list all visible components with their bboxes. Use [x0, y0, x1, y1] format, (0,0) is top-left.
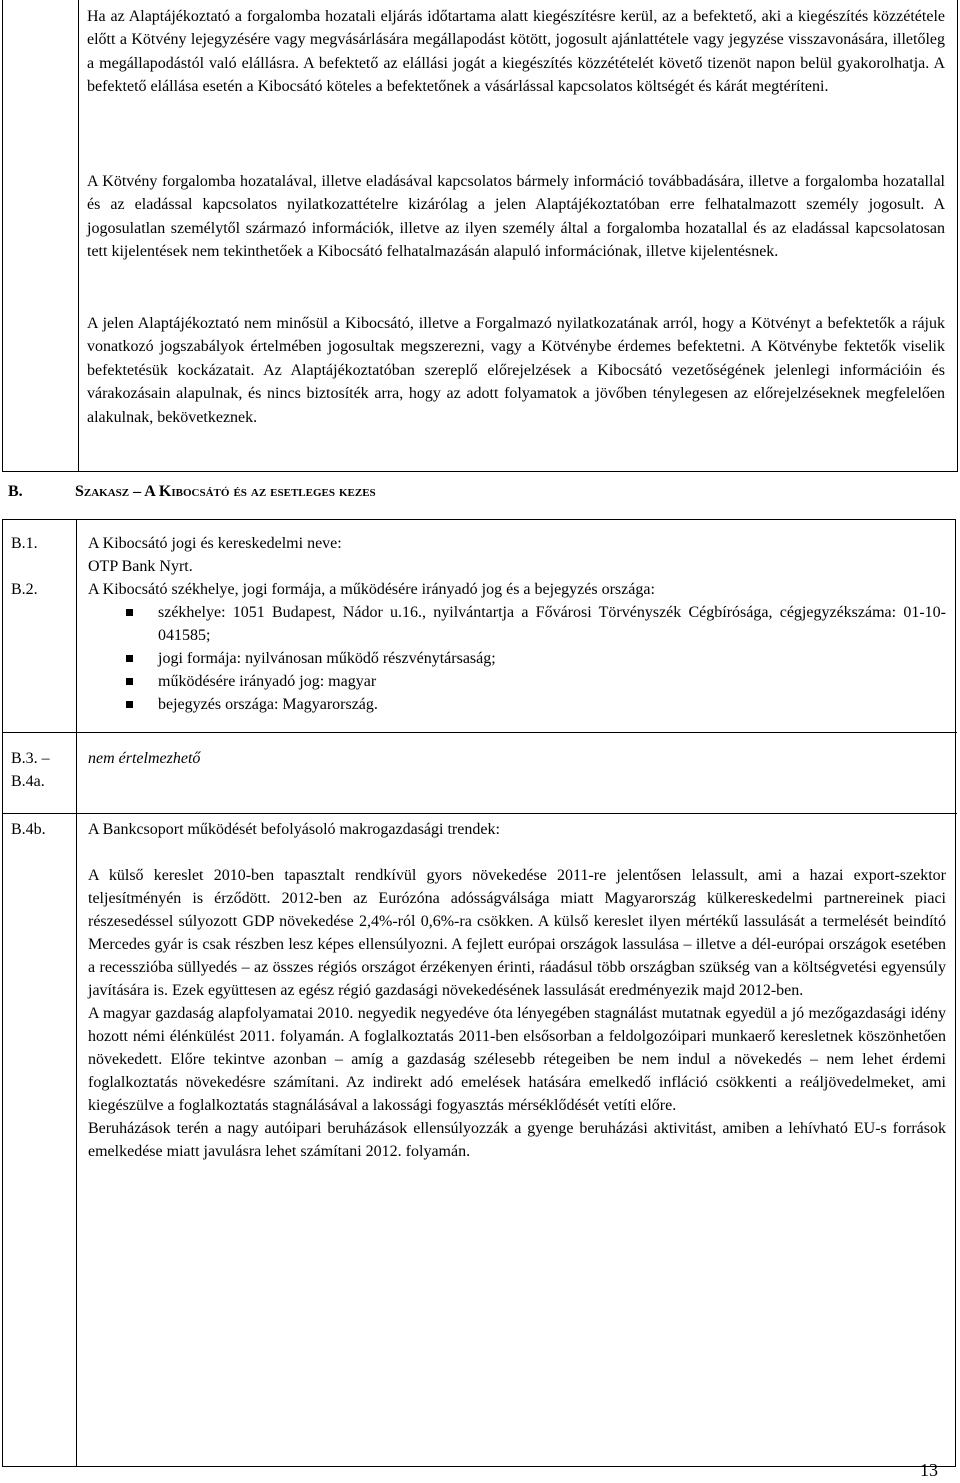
b1-value: OTP Bank Nyrt.	[88, 558, 193, 575]
row-divider	[3, 813, 957, 814]
list-item: bejegyzés országa: Magyarország.	[88, 693, 946, 716]
column-divider	[76, 520, 77, 1466]
section-table	[2, 519, 956, 1467]
row-label-b1: B.1.	[11, 535, 38, 552]
section-title: Szakasz – A Kibocsátó és az esetleges kezes	[75, 483, 376, 500]
list-item: jogi formája: nyilvánosan működő részvénytársaság;	[88, 647, 946, 670]
b3-label-line1: B.3. –	[11, 750, 50, 767]
row-b1	[88, 532, 946, 578]
page-number: 13	[920, 1460, 938, 1480]
intro-paragraph-3: A jelen Alaptájékoztató nem minősül a Kibocsátó, illetve a Forgalmazó nyilatkozatának arról, hogy a Kötvényt a befektetők a rájuk vonatkozó jogszabályok értelmében jogosultak megszerezni, vagy a Kötvénybe érdemes befektetni. A Kötvénybe fektetők viselik befektetésük kockázatait. Az Alaptájékoztatóban szereplő előrejelzések a Kibocsátó vezetőségének jelenlegi információin és várakozásain alapulnak, és nincs biztosíték arra, hogy az adott folyamatok a jövőben ténylegesen az előrejelzéseknek megfelelően alakulnak, bekövetkeznek.	[87, 315, 945, 426]
section-label: B.	[8, 483, 23, 500]
b1-heading: A Kibocsátó jogi és kereskedelmi neve:	[88, 535, 342, 552]
row-b2	[88, 578, 946, 716]
b2-list	[88, 601, 946, 716]
row-label-b4b: B.4b.	[11, 821, 46, 838]
b4b-heading: A Bankcsoport működését befolyásoló makrogazdasági trendek:	[88, 821, 500, 838]
b4b-paragraph-3: Beruházások terén a nagy autóipari beruházások ellensúlyozzák a gyenge beruházási aktivitást, amiben a lehívható EU-s források emelkedése miatt javulásra lehet számítani 2012. folyamán.	[88, 1120, 946, 1160]
intro-paragraph-1: Ha az Alaptájékoztató a forgalomba hozatali eljárás időtartama alatt kiegészítésre kerül, az a befektető, aki a kiegészítés közzététele előtt a Kötvény lejegyzésére vagy megvásárlására megállapodást kötött, jogosult ajánlattétele vagy jegyzése visszavonására, illetőleg a megállapodástól való elállásra. A befektető az elállási jogát a kiegészítés közzétételét követő tizenöt napon belül gyakorolhatja. A befektető elállása esetén a Kibocsátó köteles a befektetőnek a vásárlással kapcsolatos költségét és kárát megtéríteni.	[87, 8, 945, 96]
list-item: székhelye: 1051 Budapest, Nádor u.16., nyilvántartja a Fővárosi Törvényszék Cégbírósága, cégjegyzékszáma: 01-10-041585;	[88, 601, 946, 647]
list-item: működésére irányadó jog: magyar	[88, 670, 946, 693]
section-heading	[8, 483, 376, 501]
row-label-b3	[11, 747, 50, 793]
b2-heading: A Kibocsátó székhelye, jogi formája, a működésére irányadó jog és a bejegyzés országa:	[88, 581, 655, 598]
b3-label-line2: B.4a.	[11, 773, 45, 790]
row-label-b2: B.2.	[11, 581, 38, 598]
row-divider	[3, 732, 957, 733]
column-divider	[78, 0, 79, 471]
intro-paragraph-2: A Kötvény forgalomba hozatalával, illetve eladásával kapcsolatos bármely információ továbbadására, illetve a forgalomba hozatallal és az eladással kapcsolatos nyilatkozattételre kizárólag a jelen Alaptájékoztatóban erre felhatalmazott személy jogosult. A jogosulatlan személytől származó információk, illetve az ilyen személy által a forgalomba hozatallal és az eladással kapcsolatosan tett kijelentések nem tekinthetőek a Kibocsátó felhatalmazásán alapuló információnak, illetve kijelentésnek.	[87, 173, 945, 261]
b4b-paragraph-1: A külső kereslet 2010-ben tapasztalt rendkívül gyors növekedése 2011-re jelentősen lelassult, ami a hazai export-szektor teljesítményén is érződött. 2012-ben az Eurózóna adósságválsága miatt Magyarország külkereskedelmi partnereinek piaci részesedéssel súlyozott GDP növekedése 2,4%-ról 0,6%-ra csökken. A külső kereslet ilyen mértékű lassulását a termelését beindító Mercedes gyár is csak részben lesz képes ellensúlyozni. A fejlett európai országok lassulása – illetve a dél-európai országok esetében a recesszióba süllyedés – az összes régiós országot érzékenyen érinti, ráadásul több országban szükség van a költségvetési egyensúly javítására is. Ezek együttesen az egész régió gazdasági növekedésének lassulását eredményezik majd 2012-ben.	[88, 867, 946, 999]
row-b4b	[88, 818, 946, 1163]
b3-text: nem értelmezhető	[88, 750, 201, 767]
b4b-paragraph-2: A magyar gazdaság alapfolyamatai 2010. negyedik negyedéve óta lényegében stagnálást mutatnak egyedül a jó mezőgazdasági idény hozott némi élénkülést 2011. folyamán. A foglalkoztatás 2011-ben elsősorban a feldolgozóipari munkaerő keresletnek köszönhetően növekedett. Előre tekintve azonban – amíg a gazdaság szélesebb rétegeiben be nem indul a növekedés – nem lehet érdemi foglalkoztatás növekedésre számítani. Az indirekt adó emelések hatására emelkedő infláció csökkenti a reáljövedelmeket, ami kiegészülve a foglalkoztatás stagnálásával a lakossági fogyasztás mérséklődését vetíti előre.	[88, 1005, 946, 1114]
